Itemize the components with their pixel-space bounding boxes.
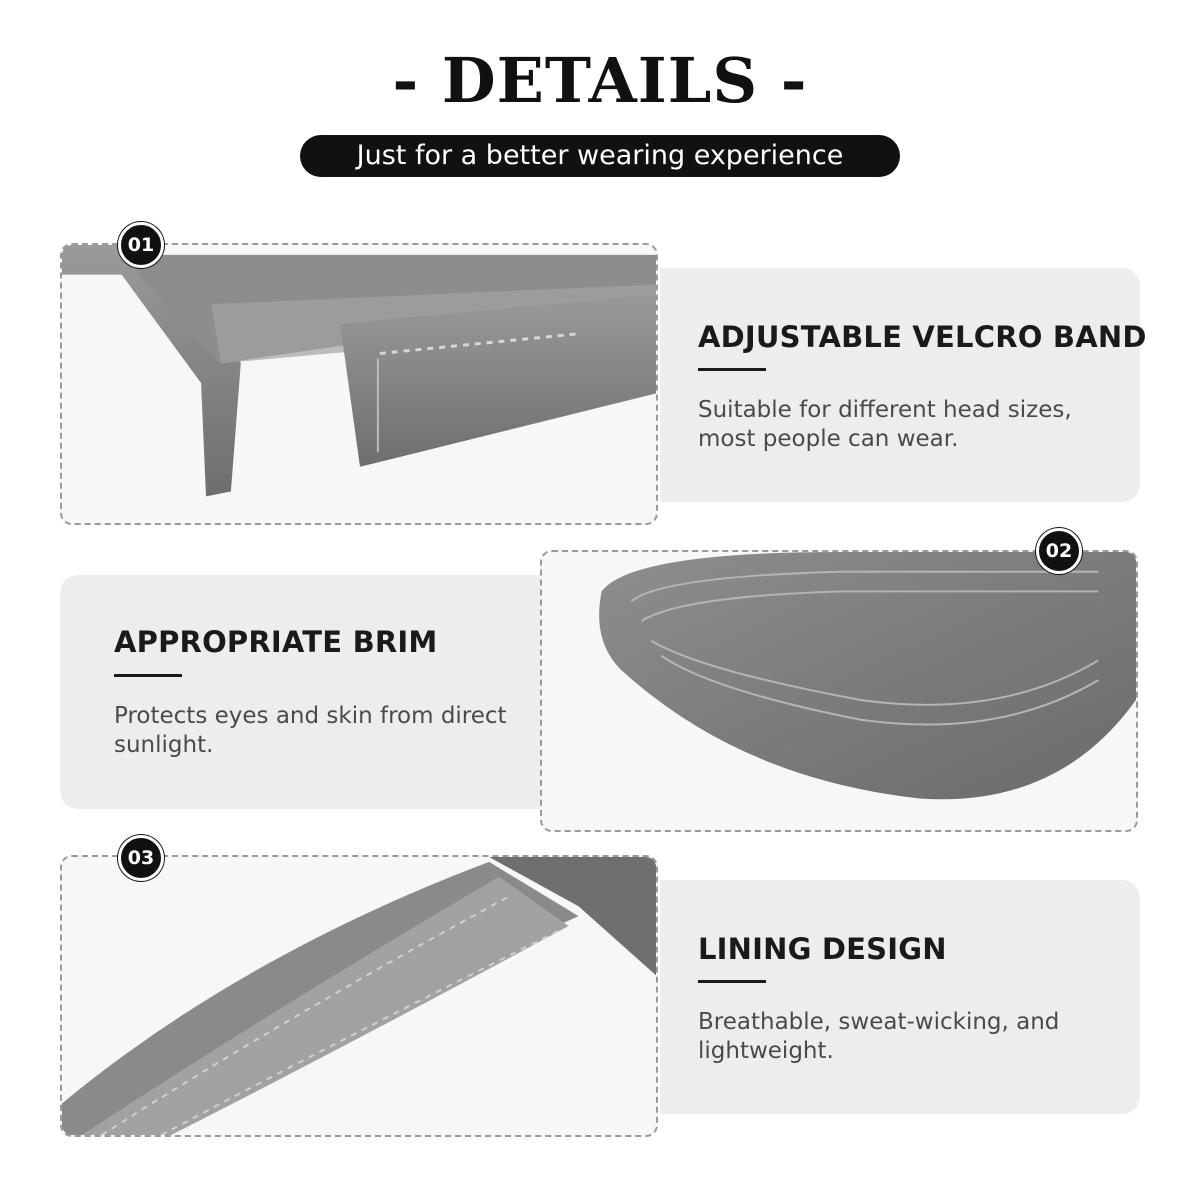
page-title: - DETAILS -	[392, 44, 808, 117]
lining-photo	[60, 855, 658, 1137]
detail-heading-03: LINING DESIGN	[698, 932, 947, 966]
detail-description-03: Breathable, sweat-wicking, and lightweight.	[698, 1009, 1060, 1064]
badge-01: 01	[118, 222, 164, 268]
brim-photo	[540, 550, 1138, 832]
badge-03: 03	[118, 835, 164, 881]
detail-description-02: Protects eyes and skin from direct sunlight.	[114, 703, 507, 758]
heading-rule	[698, 980, 766, 983]
detail-panel-02	[60, 575, 540, 809]
detail-heading-01: ADJUSTABLE VELCRO BAND	[698, 320, 1147, 354]
subtitle-banner: Just for a better wearing experience	[300, 135, 900, 177]
velcro-band-photo	[60, 243, 658, 525]
detail-panel-03	[660, 880, 1140, 1114]
heading-rule	[114, 674, 182, 677]
badge-02: 02	[1036, 528, 1082, 574]
heading-rule	[698, 368, 766, 371]
detail-description-01: Suitable for different head sizes, most people can wear.	[698, 397, 1072, 452]
detail-panel-01	[660, 268, 1147, 502]
detail-heading-02: APPROPRIATE BRIM	[114, 625, 438, 659]
